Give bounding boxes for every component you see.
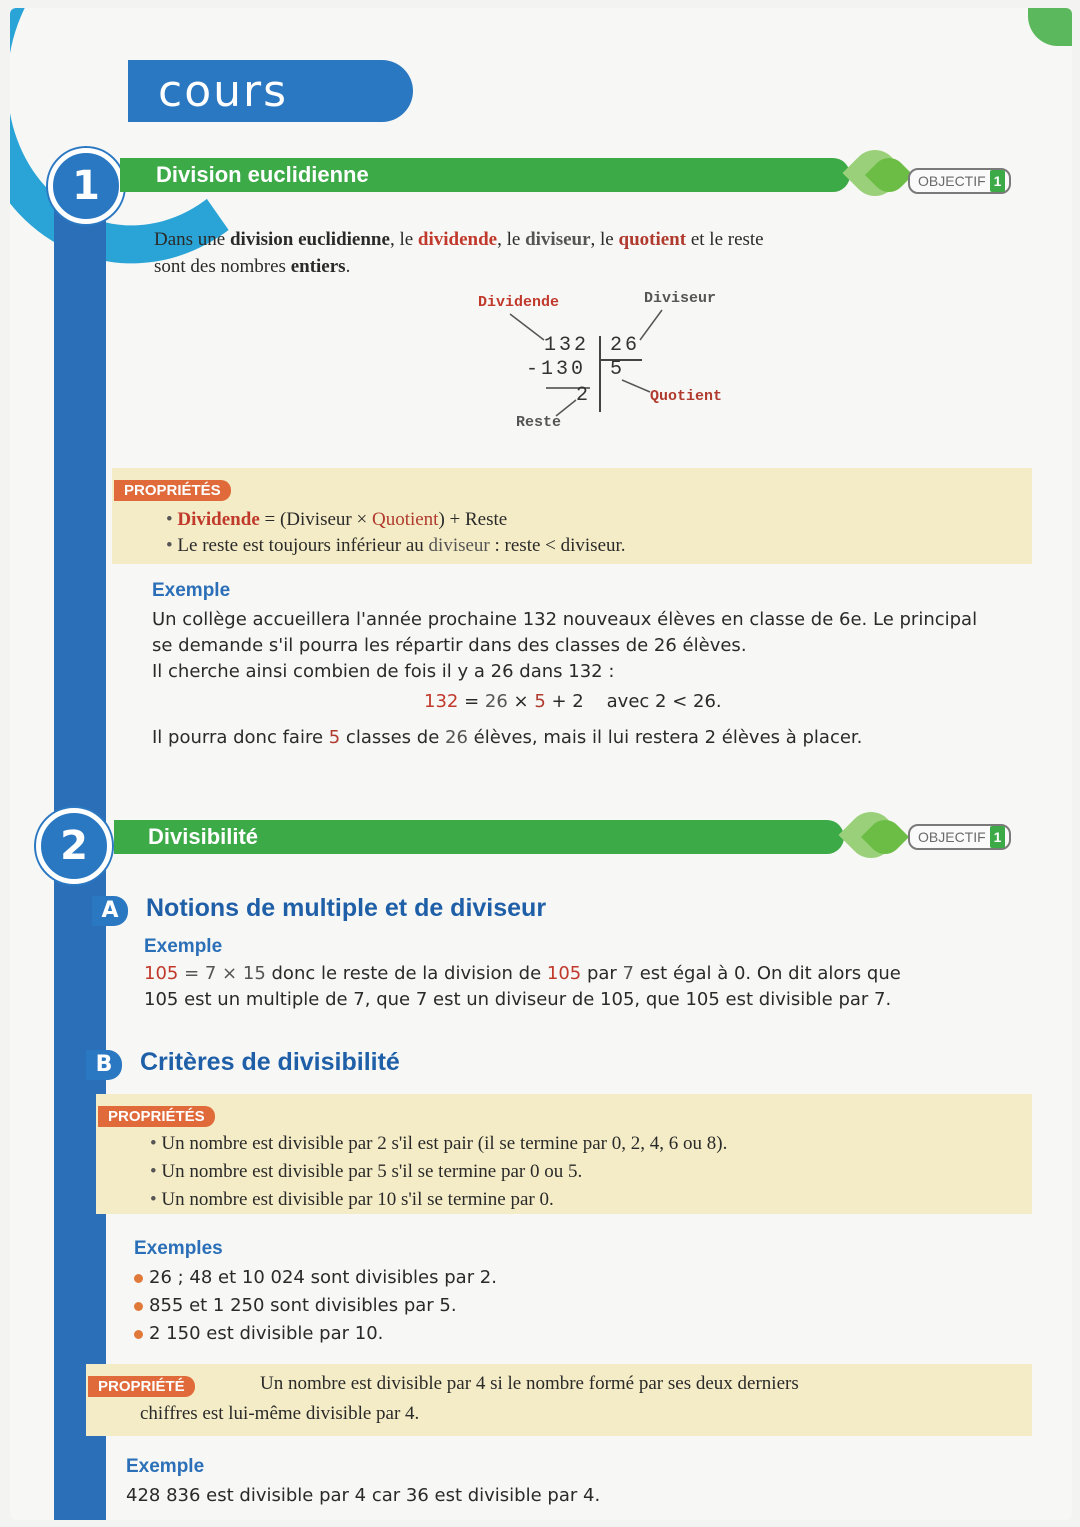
eq-part: + 2 (545, 691, 584, 712)
propriete-4-line-1: Un nombre est divisible par 4 si le nombre formé par ses deux derniers (260, 1373, 799, 1394)
intro-text: . (345, 256, 351, 277)
intro-term-quotient: quotient (618, 229, 687, 250)
exemple-item (134, 1264, 497, 1291)
remainder-number: 2 (576, 384, 592, 407)
exemple-line-1: Un collège accueillera l'année prochaine 132 nouveaux élèves en classe de 6e. Le principal (152, 609, 978, 630)
critere-10 (150, 1186, 1030, 1213)
subsection-b-title: Critères de divisibilité (140, 1048, 400, 1076)
critere-text: Un nombre est divisible par 10 s'il se termine par 0. (161, 1189, 554, 1210)
bullet-icon: • (166, 509, 178, 530)
intro-text: , le (389, 229, 418, 250)
concl-text: classes de (340, 727, 446, 748)
prop-text: Le reste est toujours inférieur au (177, 535, 429, 556)
exemple-item (134, 1320, 383, 1347)
section-2-title: Divisibilité (148, 824, 259, 849)
quotient-label: Quotient (650, 388, 723, 405)
exemple-item (134, 1292, 457, 1319)
section-1-title: Division euclidienne (156, 162, 369, 187)
reste-label: Reste (516, 414, 562, 431)
bullet-icon: • (150, 1189, 162, 1210)
exemple-4-line: 428 836 est divisible par 4 car 36 est divisible par 4. (126, 1485, 601, 1506)
objectif-badge (908, 824, 1011, 850)
ex-term: 105 (144, 963, 179, 984)
dividend-number: 132 (544, 334, 590, 357)
exemples-title: Exemples (134, 1238, 223, 1259)
section-2-number: 2 (36, 808, 112, 884)
subsection-a-letter: A (92, 896, 128, 926)
propriete-tag: PROPRIÉTÉ (88, 1376, 195, 1397)
proprietes-tag: PROPRIÉTÉS (98, 1106, 215, 1127)
quotient-number: 5 (610, 358, 626, 381)
exemple-text: 855 et 1 250 sont divisibles par 5. (149, 1295, 457, 1316)
prop-term: Dividende (177, 509, 260, 530)
objectif-label: OBJECTIF (918, 173, 986, 189)
critere-text: Un nombre est divisible par 2 s'il est pair (il se termine par 0, 2, 4, 6 ou 8). (161, 1133, 728, 1154)
ex-text: est égal à 0. On dit alors que (634, 963, 901, 984)
ex-term: 105 (546, 963, 582, 984)
eq-part: 5 (534, 691, 546, 712)
prop-text: : reste < diviseur. (489, 535, 626, 556)
bullet-icon (134, 1302, 143, 1311)
bullet-icon: • (150, 1161, 162, 1182)
diagram-lines (10, 8, 1072, 508)
section-1-number: 1 (48, 148, 124, 224)
textbook-page (10, 8, 1072, 1520)
concl-text: élèves, mais il lui restera 2 élèves à placer. (467, 727, 863, 748)
multiple-example-line-2: 105 est un multiple de 7, que 7 est un diviseur de 105, que 105 est divisible par 7. (144, 989, 892, 1010)
critere-5 (150, 1158, 1030, 1185)
eq-part: avec 2 < 26. (606, 691, 722, 712)
propriete-4-line-2: chiffres est lui-même divisible par 4. (140, 1403, 420, 1424)
bullet-icon (134, 1274, 143, 1283)
bullet-icon: • (166, 535, 178, 556)
eq-part: × (507, 691, 535, 712)
intro-text: Dans une (154, 229, 230, 250)
bullet-icon (134, 1330, 143, 1339)
critere-2 (150, 1130, 1030, 1157)
exemple-title: Exemple (144, 936, 223, 957)
prop-text: = (Diviseur × (259, 509, 372, 530)
subsection-b-letter: B (86, 1050, 122, 1080)
prop-text: ) + Reste (438, 509, 508, 530)
concl-term: 26 (445, 727, 468, 748)
intro-term: entiers (290, 256, 346, 277)
ex-text: par (581, 963, 623, 984)
concl-term: 5 (328, 727, 341, 748)
prop-term: diviseur (428, 535, 490, 556)
ex-text: donc le reste de la division de (265, 963, 547, 984)
ex-term: 7 (622, 963, 634, 984)
cours-title: cours (158, 66, 289, 117)
subtract-number: -130 (526, 358, 587, 381)
ex-term: = 7 × 15 (178, 963, 266, 984)
subsection-a-title: Notions de multiple et de diviseur (146, 894, 547, 922)
intro-text: , le (497, 229, 526, 250)
eq-part: = (458, 691, 485, 712)
intro-text: , le (590, 229, 619, 250)
exemple-line-2: se demande s'il pourra les répartir dans des classes de 26 élèves. (152, 635, 747, 656)
diviseur-label: Diviseur (644, 290, 717, 307)
divisor-number: 26 (610, 334, 641, 357)
exemple-title: Exemple (126, 1456, 205, 1477)
intro-term: division euclidienne (229, 229, 390, 250)
exemple-line-3: Il cherche ainsi combien de fois il y a 26 dans 132 : (152, 661, 615, 682)
intro-term-diviseur: diviseur (525, 229, 591, 250)
prop-term: Quotient (371, 509, 439, 530)
exemple-text: 26 ; 48 et 10 024 sont divisibles par 2. (149, 1267, 497, 1288)
propriete-item-1 (166, 506, 1026, 533)
intro-text: et le reste (686, 229, 764, 250)
exemple-equation (424, 688, 722, 715)
objectif-label: OBJECTIF (918, 829, 986, 845)
intro-text: sont des nombres (154, 256, 291, 277)
multiple-example-line-1 (144, 960, 1044, 987)
critere-text: Un nombre est divisible par 5 s'il se termine par 0 ou 5. (161, 1161, 583, 1182)
objectif-number: 1 (990, 826, 1006, 848)
exemple-conclusion (152, 724, 1052, 751)
concl-text: Il pourra donc faire (152, 727, 329, 748)
dividende-label: Dividende (478, 294, 560, 311)
intro-term-dividende: dividende (417, 229, 498, 250)
propriete-item-2 (166, 532, 1026, 559)
bullet-icon: • (150, 1133, 162, 1154)
objectif-number: 1 (990, 170, 1006, 192)
exemple-title: Exemple (152, 580, 231, 601)
eq-part: 26 (484, 691, 508, 712)
eq-part: 132 (424, 691, 459, 712)
proprietes-tag: PROPRIÉTÉS (114, 480, 231, 501)
exemple-text: 2 150 est divisible par 10. (149, 1323, 384, 1344)
